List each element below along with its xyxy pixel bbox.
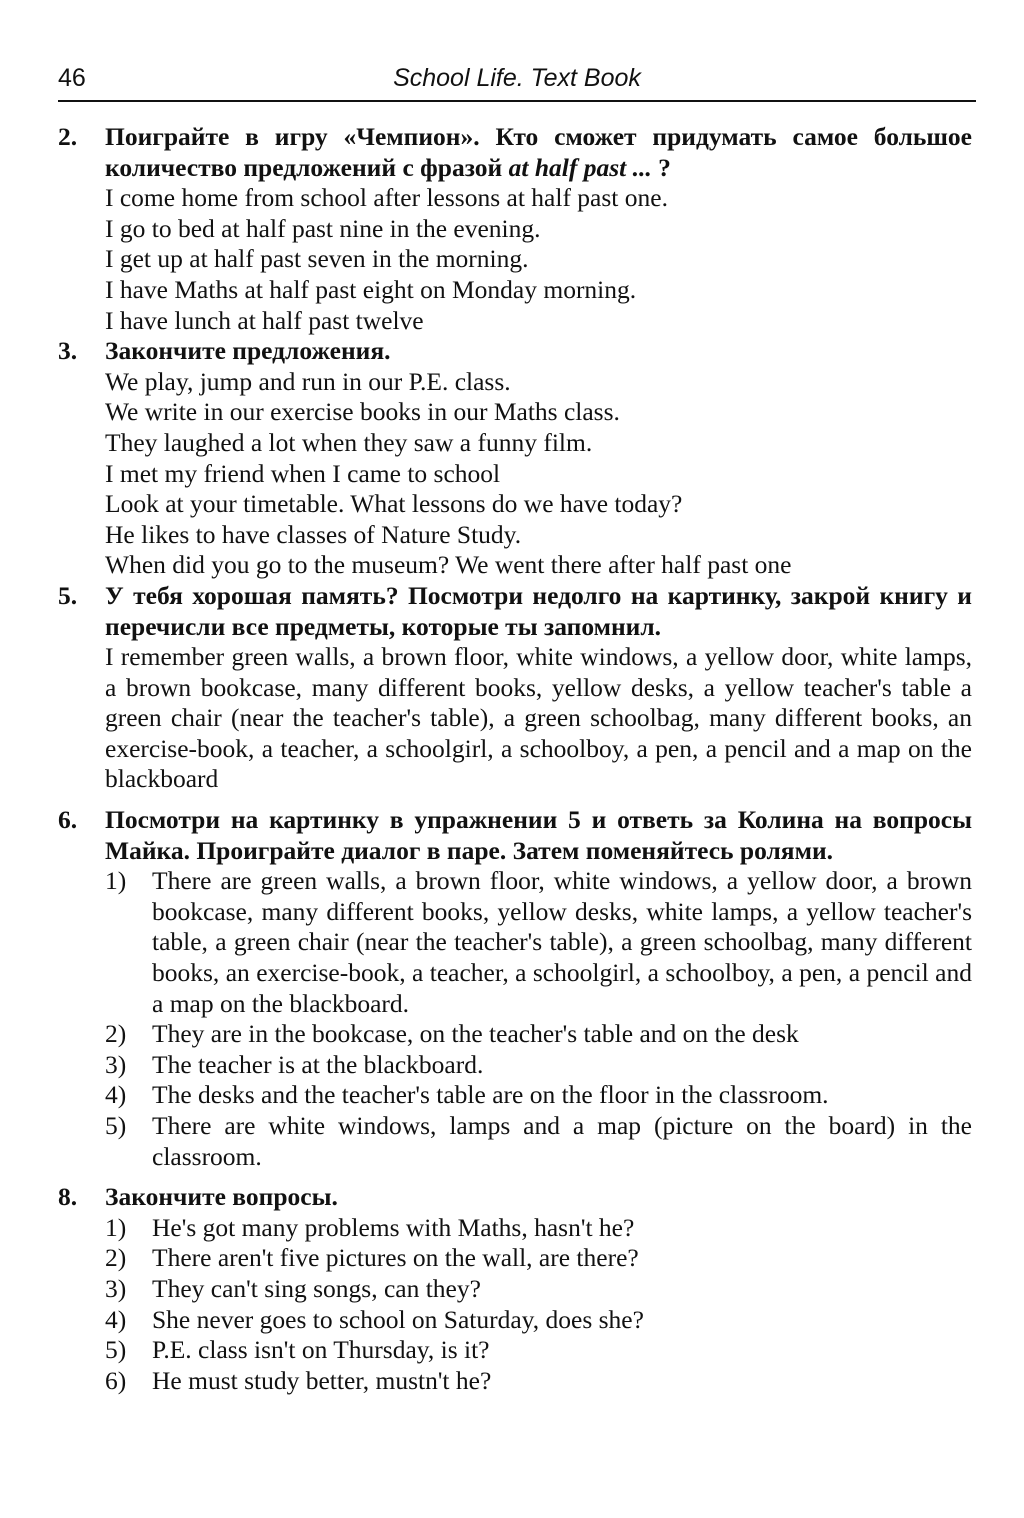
list-item — [105, 1050, 972, 1081]
exercise-number: 2. — [58, 122, 78, 151]
exercise-task: У тебя хорошая память? Посмотри недолго на картинку, закрой книгу и перечисли все предметы, которые ты запомнил. — [105, 580, 972, 641]
answer-paragraph: I remember green walls, a brown floor, white windows, a yellow door, white lamps, a brown bookcase, many different books, yellow desks, a yellow teacher's table a green chair (near the teacher's table), a green schoolbag, many different books, an exercise-book, a teacher, a schoolgirl, a schoolboy, a pen, a pencil and a map on the blackboard — [105, 642, 972, 794]
exercise-task: Закончите предложения. — [105, 336, 391, 366]
page-number: 46 — [58, 64, 86, 92]
list-item — [105, 1243, 972, 1274]
answer-line: I come home from school after lessons at half past one. — [105, 183, 668, 213]
answer-list — [105, 1213, 972, 1397]
item-text: He's got many problems with Maths, hasn't he? — [152, 1212, 635, 1242]
exercise-3 — [58, 336, 972, 581]
item-number: 5) — [105, 1335, 127, 1365]
item-number: 6) — [105, 1365, 127, 1395]
answer-line: We write in our exercise books in our Maths class. — [105, 397, 620, 427]
exercise-number: 3. — [58, 336, 78, 366]
answer-line: Look at your timetable. What lessons do we have today? — [105, 489, 683, 519]
list-item — [105, 1274, 972, 1305]
item-text: She never goes to school on Saturday, does she? — [152, 1304, 644, 1334]
exercise-task: Посмотри на картинку в упражнении 5 и ответь за Колина на вопросы Майка. Проиграйте диалог в паре. Затем поменяйтесь ролями. — [105, 805, 972, 865]
item-number: 3) — [105, 1273, 127, 1303]
list-item — [105, 1019, 972, 1050]
item-text: P.E. class isn't on Thursday, is it? — [152, 1335, 490, 1365]
exercise-number: 5. — [58, 580, 78, 610]
answer-line: I met my friend when I came to school — [105, 458, 501, 488]
list-item — [105, 1111, 972, 1172]
item-number: 1) — [105, 1212, 127, 1242]
answer-line: I have lunch at half past twelve — [105, 305, 424, 335]
item-number: 2) — [105, 1243, 127, 1273]
page-content — [58, 122, 972, 1396]
answer-line: I get up at half past seven in the morning. — [105, 244, 529, 274]
item-text: There aren't five pictures on the wall, are there? — [152, 1243, 639, 1273]
answer-line: I have Maths at half past eight on Monday morning. — [105, 274, 637, 304]
exercise-number: 6. — [58, 805, 78, 835]
page-header — [58, 62, 976, 102]
item-number: 3) — [105, 1049, 127, 1079]
exercise-number: 8. — [58, 1182, 78, 1212]
item-text: He must study better, mustn't he? — [152, 1365, 492, 1395]
answer-line: When did you go to the museum? We went there after half past one — [105, 550, 792, 580]
list-item — [105, 1080, 972, 1111]
item-number: 2) — [105, 1019, 127, 1049]
answer-list — [105, 866, 972, 1172]
answer-line: They laughed a lot when they saw a funny film. — [105, 427, 593, 457]
list-item — [105, 1213, 972, 1244]
exercise-task — [105, 122, 972, 183]
item-text: There are white windows, lamps and a map (picture on the board) in the classroom. — [152, 1111, 972, 1171]
task-text: Поиграйте в игру «Чемпион». Кто сможет придумать самое большое количество предложений с фразой — [105, 122, 972, 182]
exercise-task: Закончите вопросы. — [105, 1182, 338, 1212]
answer-line: He likes to have classes of Nature Study. — [105, 519, 522, 549]
item-number: 4) — [105, 1304, 127, 1334]
exercise-6 — [58, 805, 972, 1172]
list-item — [105, 1366, 972, 1397]
answer-line: We play, jump and run in our P.E. class. — [105, 366, 511, 396]
item-text: They are in the bookcase, on the teacher's table and on the desk — [152, 1019, 799, 1049]
task-suffix: ? — [651, 152, 671, 182]
exercise-2 — [58, 122, 972, 336]
task-phrase: at half past ... — [508, 152, 652, 182]
item-number: 4) — [105, 1080, 127, 1110]
running-title: School Life. Text Book — [393, 64, 641, 92]
answer-line: I go to bed at half past nine in the evening. — [105, 213, 541, 243]
list-item — [105, 1335, 972, 1366]
list-item — [105, 1305, 972, 1336]
item-text: The teacher is at the blackboard. — [152, 1049, 484, 1079]
item-number: 1) — [105, 866, 127, 896]
exercise-8 — [58, 1182, 972, 1396]
exercise-5 — [58, 581, 972, 795]
item-text: The desks and the teacher's table are on the floor in the classroom. — [152, 1080, 829, 1110]
item-text: There are green walls, a brown floor, white windows, a yellow door, a brown bookcase, many different books, yellow desks, white lamps, a yellow teacher's table, a green chair (near the teacher's table), a green schoolbag, many different books, an exercise-book, a teacher, a schoolgirl, a schoolboy, a pen, a pencil and a map on the blackboard. — [152, 866, 972, 1018]
item-number: 5) — [105, 1111, 127, 1140]
item-text: They can't sing songs, can they? — [152, 1273, 481, 1303]
list-item — [105, 866, 972, 1019]
